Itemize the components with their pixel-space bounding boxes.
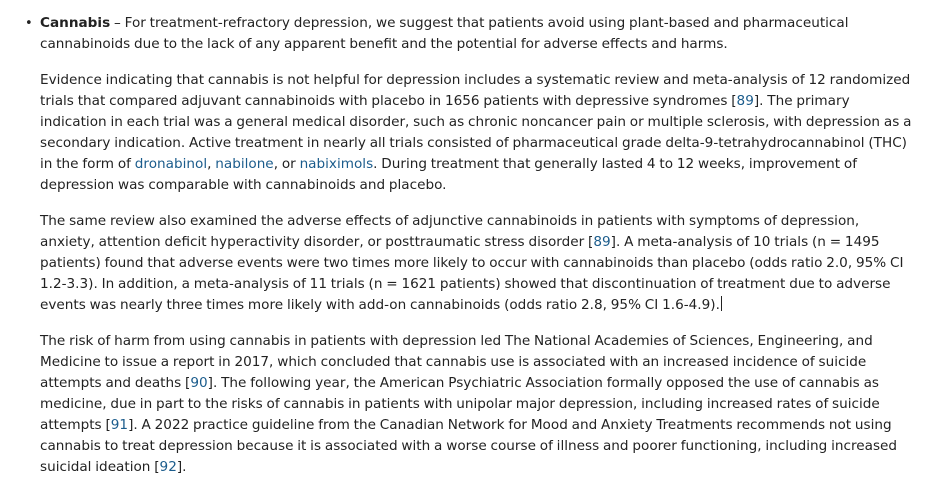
drug-link-nabiximols[interactable]: nabiximols xyxy=(299,156,374,172)
harm-text-3: ]. A 2022 practice guideline from the Canadian Network for Mood and Anxiety Treatments recommends not using cannabis to treat depression because it is associated with a worse course of illness and poorer functioning, including increased suicidal ideation [ xyxy=(40,417,898,475)
evidence-text-5: . During treatment that generally lasted 4 to 12 weeks, improvement of depression was comparable with cannabinoids and placebo. xyxy=(40,156,858,193)
harm-text-2: ]. The following year, the American Psychiatric Association formally opposed the use of cannabis as medicine, due in part to the risks of cannabis in patients with unipolar major depression, including increased rates of suicide attempts [ xyxy=(40,375,880,433)
article-section xyxy=(25,13,916,478)
recommendation-text: For treatment-refractory depression, we suggest that patients avoid using plant-based and pharmaceutical cannabinoids due to the lack of any apparent benefit and the potential for adverse effects and harms. xyxy=(40,15,849,52)
reference-link-89-second[interactable]: 89 xyxy=(593,234,611,250)
evidence-paragraph xyxy=(40,70,916,196)
heading-dash: – xyxy=(110,15,125,31)
harm-text-4: ]. xyxy=(176,459,187,475)
section-heading: Cannabis xyxy=(40,15,111,31)
recommendation-paragraph xyxy=(40,13,916,55)
drug-link-dronabinol[interactable]: dronabinol xyxy=(134,156,208,172)
evidence-text-1: Evidence indicating that cannabis is not helpful for depression includes a systematic review and meta-analysis of 12 randomized trials that compared adjuvant cannabinoids with placebo in 1656 patients with depressive syndromes [ xyxy=(40,72,911,109)
evidence-text-4: , or xyxy=(273,156,300,172)
reference-link-91[interactable]: 91 xyxy=(110,417,129,433)
drug-link-nabilone[interactable]: nabilone xyxy=(215,156,274,172)
reference-link-90[interactable]: 90 xyxy=(190,375,208,391)
bullet-marker: • xyxy=(25,16,33,31)
adverse-text-2: ]. A meta-analysis of 10 trials (n = 1495 patients) found that adverse events were two times more likely to occur with cannabinoids than placebo (odds ratio 2.0, 95% CI 1.2-3.3). In addition, a meta-analysis of 11 trials (n = 1621 patients) showed that discontinuation of treatment due to adverse events was nearly three times more likely with add-on cannabinoids (odds ratio 2.8, 95% CI 1.6-4.9). xyxy=(40,234,904,313)
adverse-text-1: The same review also examined the adverse effects of adjunctive cannabinoids in patients with symptoms of depression, anxiety, attention deficit hyperactivity disorder, or posttraumatic stress disorder [ xyxy=(40,213,860,250)
reference-link-92[interactable]: 92 xyxy=(159,459,177,475)
evidence-text-2: ]. The primary indication in each trial was a general medical disorder, such as chronic noncancer pain or multiple sclerosis, with depression as a secondary indication. Active treatment in nearly all trials consisted of pharmaceutical grade delta-9-tetrahydrocannabinol (THC) in the form of xyxy=(40,93,912,172)
harm-text-1: The risk of harm from using cannabis in patients with depression led The National Academies of Sciences, Engineering, and Medicine to issue a report in 2017, which concluded that cannabis use is associated with an increased incidence of suicide attempts and deaths [ xyxy=(40,333,873,391)
reference-link-89[interactable]: 89 xyxy=(736,93,754,109)
evidence-text-3: , xyxy=(207,156,216,172)
text-cursor xyxy=(721,296,722,311)
adverse-effects-paragraph xyxy=(40,211,916,316)
risk-of-harm-paragraph xyxy=(40,331,916,478)
